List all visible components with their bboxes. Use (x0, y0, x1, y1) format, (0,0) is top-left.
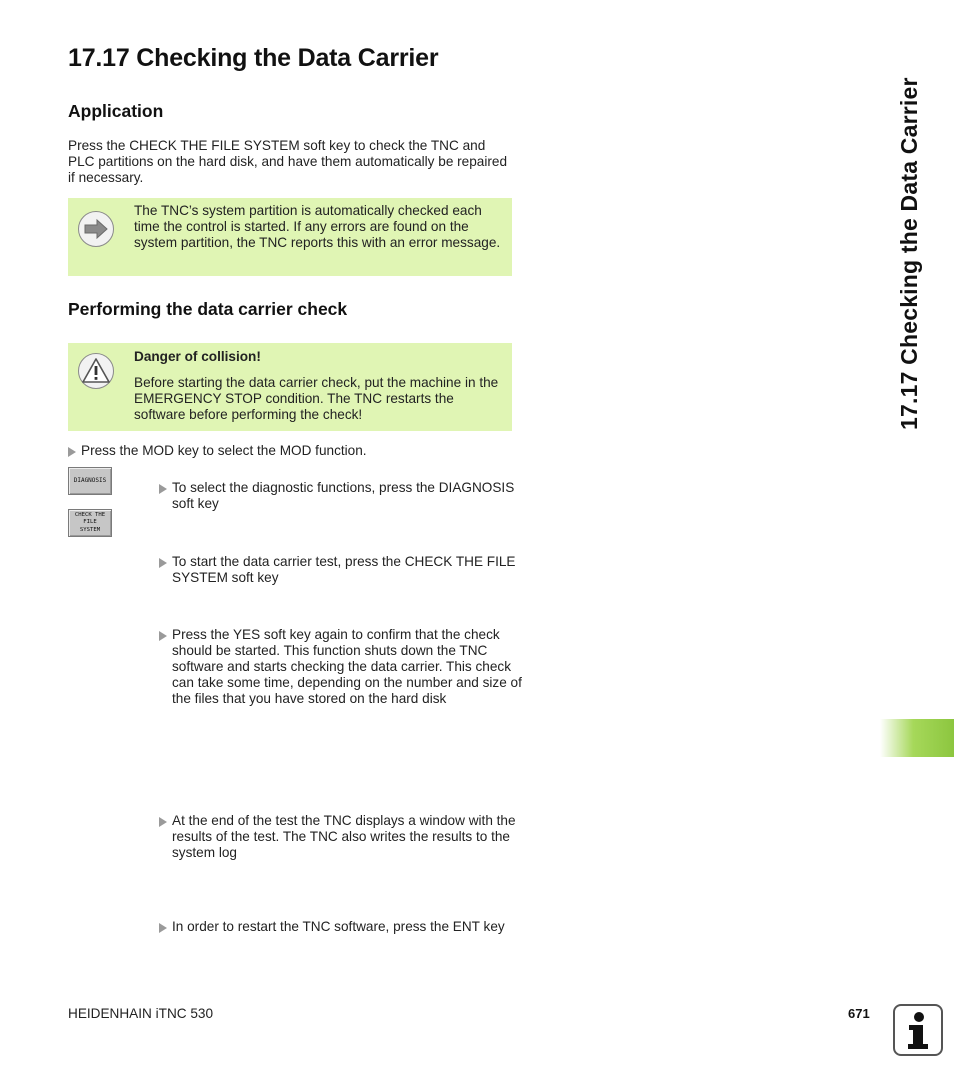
note-text: The TNC’s system partition is automatically checked each time the control is started. If any errors are found on the system partition, the TNC reports this with an error message. (134, 203, 501, 250)
footer-product: HEIDENHAIN iTNC 530 (68, 1006, 214, 1021)
side-running-title: 17.17 Checking the Data Carrier (896, 77, 922, 430)
triangle-bullet-icon (159, 817, 167, 827)
warning-content (134, 349, 506, 423)
step-4 (158, 813, 524, 861)
application-body: Press the CHECK THE FILE SYSTEM soft key to check the TNC and PLC partitions on the hard disk, and have them automatically be repaired if necessary. (68, 138, 508, 185)
warning-box (68, 343, 512, 431)
step-1 (158, 480, 524, 512)
page-number: 671 (848, 1006, 870, 1021)
triangle-bullet-icon (68, 447, 76, 457)
step-2-text: To start the data carrier test, press the CHECK THE FILE SYSTEM soft key (172, 554, 516, 585)
warning-text: Before starting the data carrier check, put the machine in the EMERGENCY STOP condition. The TNC restarts the software before performing the check! (134, 375, 499, 422)
warning-title: Danger of collision! (134, 349, 261, 364)
page-title: 17.17 Checking the Data Carrier (68, 44, 439, 72)
step-3-text: Press the YES soft key again to confirm that the check should be started. This function shuts down the TNC software and starts checking the data carrier. This check can take some time, depending on the number and size of the files that you have stored on the hard disk (172, 627, 522, 706)
chapter-tab (880, 719, 954, 757)
triangle-bullet-icon (159, 923, 167, 933)
section-heading-performing: Performing the data carrier check (68, 299, 348, 319)
info-icon (893, 1004, 943, 1056)
section-heading-application: Application (68, 101, 164, 121)
arrow-right-icon (78, 211, 114, 247)
step-mod-text: Press the MOD key to select the MOD function. (81, 443, 367, 458)
warning-triangle-icon (78, 353, 114, 389)
note-box (68, 198, 512, 276)
triangle-bullet-icon (159, 484, 167, 494)
step-2 (158, 554, 524, 586)
check-file-system-softkey[interactable]: CHECK THE FILE SYSTEM (68, 509, 112, 537)
triangle-bullet-icon (159, 631, 167, 641)
step-mod (67, 443, 526, 459)
step-1-text: To select the diagnostic functions, press the DIAGNOSIS soft key (172, 480, 515, 511)
step-5 (158, 919, 524, 935)
diagnosis-softkey[interactable]: DIAGNOSIS (68, 467, 112, 495)
triangle-bullet-icon (159, 558, 167, 568)
step-5-text: In order to restart the TNC software, press the ENT key (172, 919, 505, 934)
step-4-text: At the end of the test the TNC displays a window with the results of the test. The TNC also writes the results to the system log (172, 813, 516, 860)
step-3 (158, 627, 524, 707)
